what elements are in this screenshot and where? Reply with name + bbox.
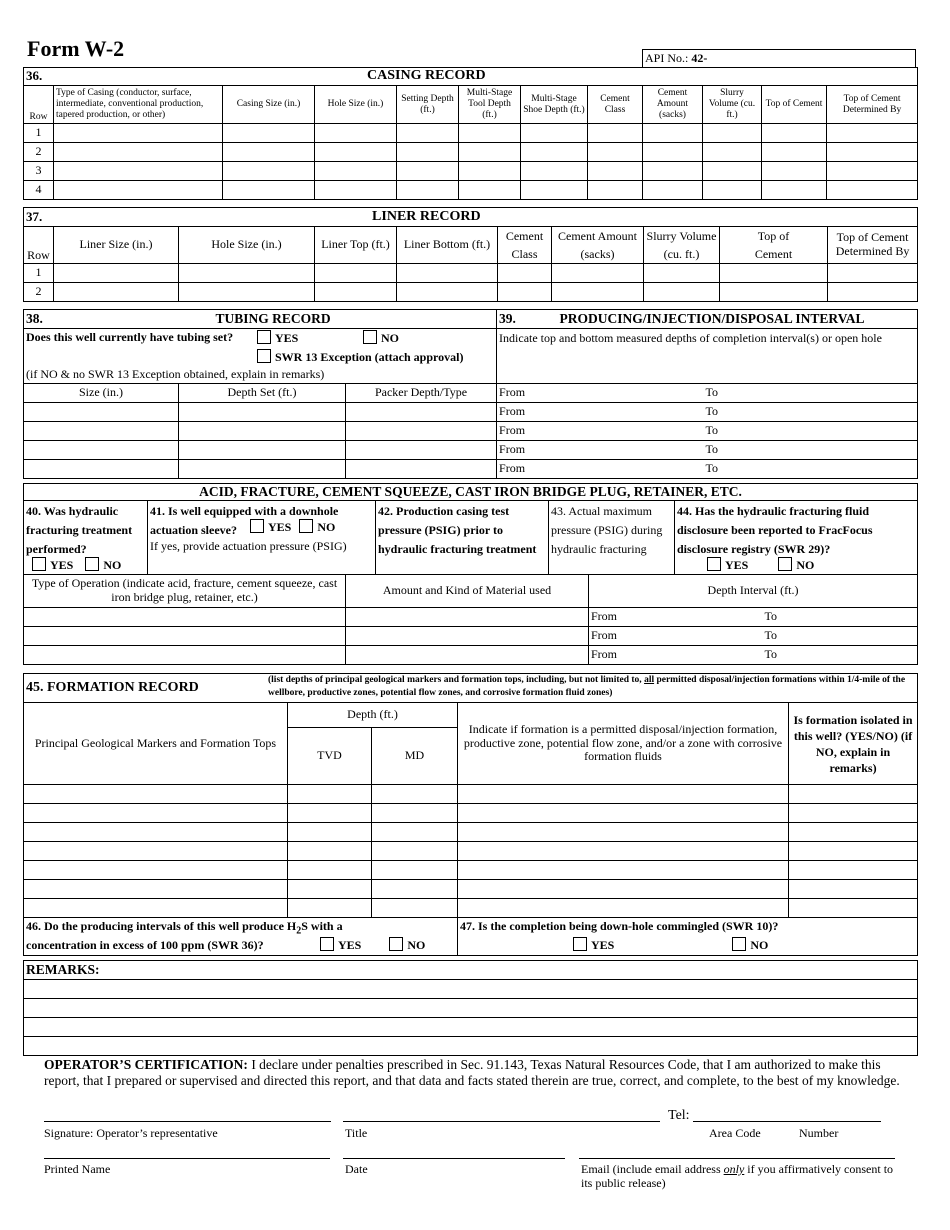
row-number: 3 (24, 162, 54, 181)
q44-no-checkbox[interactable] (778, 557, 792, 571)
liner-header-row (24, 227, 918, 264)
q40-yes-label: YES (50, 558, 74, 572)
api-value: 42- (691, 51, 708, 65)
liner-header-cement-amount: Cement Amount (sacks) (552, 227, 644, 264)
liner-header-slurry-volume: Slurry Volume (cu. ft.) (644, 227, 720, 264)
q47-yes-checkbox[interactable] (573, 937, 587, 951)
liner-header-liner-top: Liner Top (ft.) (315, 227, 397, 264)
formation-header-tvd: TVD (288, 728, 372, 785)
area-code-label: Area Code (709, 1126, 761, 1140)
swr13-exception-label: SWR 13 Exception (attach approval) (275, 350, 464, 364)
formation-header-indicate: Indicate if formation is a permitted disposal/injection formation, productive zone, potential flow zone, and/or a zone with corrosive formation fluids (458, 703, 789, 785)
q46-text-line1 (26, 920, 343, 937)
acid-row[interactable] (24, 627, 918, 646)
liner-section-number: 37. (24, 208, 54, 227)
tubing-header-row (24, 384, 918, 403)
interval-row[interactable] (497, 441, 918, 460)
from-label: From (499, 442, 526, 457)
q41-no-label: NO (317, 520, 336, 534)
tubing-row[interactable] (24, 422, 918, 441)
row-number: 1 (24, 124, 54, 143)
formation-row[interactable] (24, 861, 918, 880)
swr13-exception-checkbox[interactable] (257, 349, 271, 363)
tubing-row[interactable] (24, 460, 918, 479)
casing-header-determined-by: Top of Cement Determined By (827, 86, 918, 124)
q41-no-checkbox[interactable] (299, 519, 313, 533)
email-label-only: only (723, 1162, 745, 1176)
tubing-yes-label: YES (275, 331, 299, 345)
date-line[interactable] (343, 1158, 565, 1159)
operator-certification (44, 1057, 904, 1089)
casing-header-row (24, 86, 918, 124)
liner-header-top-cement: Top of Cement (720, 227, 828, 264)
formation-note-all: all (644, 675, 655, 685)
tubing-question: Does this well currently have tubing set? (26, 330, 234, 344)
casing-header-top-cement: Top of Cement (762, 86, 827, 124)
formation-header-md: MD (372, 728, 458, 785)
tubing-row[interactable] (24, 441, 918, 460)
casing-section-number: 36. (24, 68, 54, 86)
remarks-line[interactable] (24, 1018, 918, 1037)
liner-header-hole-size: Hole Size (in.) (179, 227, 315, 264)
casing-row[interactable] (24, 124, 918, 143)
to-label: To (764, 628, 777, 643)
email-label-b: if you affirmatively consent to its public release) (581, 1162, 894, 1190)
tubing-no-label: NO (381, 331, 399, 345)
casing-header-hole-size: Hole Size (in.) (315, 86, 397, 124)
casing-header-type: Type of Casing (conductor, surface, intermediate, conventional production, tapered production, or other) (54, 86, 223, 124)
interval-row[interactable] (497, 384, 918, 403)
casing-header-setting-depth: Setting Depth (ft.) (397, 86, 459, 124)
q46-yes-checkbox[interactable] (320, 937, 334, 951)
acid-row[interactable] (24, 608, 918, 627)
interval-section-title: PRODUCING/INJECTION/DISPOSAL INTERVAL (559, 311, 865, 327)
printed-name-line[interactable] (44, 1158, 330, 1159)
formation-header-depth: Depth (ft.) (288, 703, 458, 728)
casing-header-cement-class: Cement Class (588, 86, 643, 124)
q46-yes-label: YES (338, 938, 362, 952)
remarks-line[interactable] (24, 1037, 918, 1056)
liner-section-title: LINER RECORD (54, 208, 918, 227)
liner-header-liner-bottom: Liner Bottom (ft.) (397, 227, 498, 264)
formation-row[interactable] (24, 880, 918, 899)
title-line[interactable] (343, 1121, 660, 1122)
casing-record-table (23, 67, 918, 200)
tubing-header-size: Size (in.) (24, 384, 179, 403)
casing-section-title: CASING RECORD (54, 68, 918, 86)
tel-line[interactable] (693, 1121, 881, 1122)
number-label: Number (799, 1126, 839, 1140)
row-number: 1 (24, 264, 54, 283)
certification-heading: OPERATOR’S CERTIFICATION: (44, 1057, 248, 1072)
formation-row[interactable] (24, 823, 918, 842)
printed-name-label: Printed Name (44, 1162, 111, 1176)
interval-row[interactable] (497, 460, 918, 479)
q43-text[interactable]: 43. Actual maximum pressure (PSIG) during hydraulic fracturing (549, 501, 675, 575)
q46-no-label: NO (407, 938, 426, 952)
interval-row[interactable] (497, 422, 918, 441)
liner-header-cement-class: Cement Class (498, 227, 552, 264)
formation-note-b: permitted disposal/injection formations within 1/4-mile of the wellbore, productive zones, potential flow zones, and corrosive formation fluid zones) (268, 675, 906, 698)
tubing-section-header (24, 310, 497, 329)
q44-text: 44. Has the hydraulic fracturing fluid disclosure been reported to FracFocus disclosure registry (SWR 29)? (677, 504, 873, 556)
tubing-header-depth-set: Depth Set (ft.) (179, 384, 346, 403)
formation-row[interactable] (24, 842, 918, 861)
q47-no-label: NO (750, 938, 769, 952)
email-label (581, 1162, 899, 1190)
q46-no-checkbox[interactable] (389, 937, 403, 951)
acid-fracture-table (23, 483, 918, 665)
q44-yes-checkbox[interactable] (707, 557, 721, 571)
form-title: Form W-2 (27, 36, 125, 61)
tubing-section-number: 38. (26, 311, 43, 327)
q47-yes-label: YES (591, 938, 615, 952)
tubing-yes-checkbox[interactable] (257, 330, 271, 344)
certification-text: I declare under penalties prescribed in Sec. 91.143, Texas Natural Resources Code, that I am authorized to make this report, that I prepared or supervised and directed this report, and that data and facts stated therein are true, correct, and complete, to the best of my knowledge. (44, 1057, 900, 1088)
to-label: To (705, 461, 718, 476)
tubing-section-title: TUBING RECORD (215, 311, 331, 327)
remarks-table (23, 960, 918, 1056)
liner-row[interactable] (24, 283, 918, 302)
api-label: API No.: (645, 51, 689, 65)
casing-header-casing-size: Casing Size (in.) (223, 86, 315, 124)
interval-row[interactable] (497, 403, 918, 422)
q47-text: 47. Is the completion being down-hole commingled (SWR 10)? (460, 919, 779, 933)
formation-header-markers: Principal Geological Markers and Formation Tops (24, 703, 288, 785)
q46-text-sub: 2 (296, 925, 302, 937)
liner-header-row-col: Row (24, 227, 54, 264)
q47-no-checkbox[interactable] (732, 937, 746, 951)
formation-header-isolated: Is formation isolated in this well? (YES/NO) (if NO, explain in remarks) (789, 703, 918, 785)
tubing-interval-table (23, 309, 918, 479)
q46-text-line2: concentration in excess of 100 ppm (SWR 36)? (26, 938, 264, 952)
q41-text: 41. Is well equipped with a downhole actuation sleeve? (150, 504, 339, 537)
tel-label: Tel: (668, 1108, 690, 1123)
liner-header-determined-by: Top of Cement Determined By (828, 227, 918, 264)
from-label: From (591, 628, 618, 643)
from-label: From (499, 404, 526, 419)
casing-row[interactable] (24, 181, 918, 200)
formation-note-a: (list depths of principal geological markers and formation tops, including, but not limited to, (268, 675, 645, 685)
row-number: 2 (24, 143, 54, 162)
formation-title: 45. FORMATION RECORD (26, 680, 199, 695)
to-label: To (764, 609, 777, 624)
from-label: From (591, 609, 618, 624)
acid-row[interactable] (24, 646, 918, 665)
casing-header-shoe-depth: Multi-Stage Shoe Depth (ft.) (521, 86, 588, 124)
formation-row[interactable] (24, 804, 918, 823)
from-label: From (499, 385, 526, 400)
from-label: From (591, 647, 618, 662)
liner-row[interactable] (24, 264, 918, 283)
q40-no-checkbox[interactable] (85, 557, 99, 571)
remarks-label: REMARKS: (24, 961, 918, 980)
remarks-line[interactable] (24, 980, 918, 999)
q40-text: 40. Was hydraulic fracturing treatment performed? (26, 504, 133, 556)
acid-section-title: ACID, FRACTURE, CEMENT SQUEEZE, CAST IRON BRIDGE PLUG, RETAINER, ETC. (24, 484, 918, 501)
liner-record-table (23, 207, 918, 302)
acid-header-depth: Depth Interval (ft.) (589, 575, 918, 608)
to-label: To (705, 442, 718, 457)
to-label: To (705, 404, 718, 419)
to-label: To (764, 647, 777, 662)
q42-text[interactable]: 42. Production casing test pressure (PSIG) prior to hydraulic fracturing treatment (376, 501, 549, 575)
formation-record-table (23, 673, 918, 956)
q41-yes-checkbox[interactable] (250, 519, 264, 533)
q41-subtext: If yes, provide actuation pressure (PSIG) (150, 539, 347, 553)
to-label: To (705, 385, 718, 400)
interval-section-header (497, 310, 918, 329)
acid-header-row (24, 575, 918, 608)
interval-instruction: Indicate top and bottom measured depths of completion interval(s) or open hole (497, 329, 918, 384)
api-number-box[interactable] (642, 49, 916, 67)
liner-header-liner-size: Liner Size (in.) (54, 227, 179, 264)
email-line[interactable] (579, 1158, 895, 1159)
q44-yes-label: YES (725, 558, 749, 572)
casing-header-cement-amount: Cement Amount (sacks) (643, 86, 703, 124)
tubing-note: (if NO & no SWR 13 Exception obtained, explain in remarks) (26, 367, 325, 381)
row-number: 4 (24, 181, 54, 200)
q46-text-a: 46. Do the producing intervals of this well produce H (26, 919, 297, 933)
tubing-row[interactable] (24, 403, 918, 422)
remarks-line[interactable] (24, 999, 918, 1018)
formation-row[interactable] (24, 785, 918, 804)
q40-no-label: NO (103, 558, 122, 572)
to-label: To (705, 423, 718, 438)
casing-row[interactable] (24, 143, 918, 162)
casing-header-row-col: Row (24, 86, 54, 124)
q40-cell (24, 501, 148, 575)
casing-header-tool-depth: Multi-Stage Tool Depth (ft.) (459, 86, 521, 124)
tubing-no-checkbox[interactable] (363, 330, 377, 344)
row-number: 2 (24, 283, 54, 302)
signature-line[interactable] (44, 1121, 331, 1122)
formation-note (268, 674, 908, 700)
formation-row[interactable] (24, 899, 918, 918)
q41-cell (148, 501, 376, 575)
casing-row[interactable] (24, 162, 918, 181)
acid-header-operation: Type of Operation (indicate acid, fracture, cement squeeze, cast iron bridge plug, retainer, etc.) (24, 575, 346, 608)
q46-cell (24, 918, 458, 956)
title-label: Title (345, 1126, 368, 1140)
q40-yes-checkbox[interactable] (32, 557, 46, 571)
tubing-question-cell (24, 329, 497, 384)
casing-header-slurry-volume: Slurry Volume (cu. ft.) (703, 86, 762, 124)
tubing-header-packer: Packer Depth/Type (346, 384, 497, 403)
interval-section-number: 39. (499, 311, 516, 327)
q47-cell (458, 918, 918, 956)
q44-cell (675, 501, 918, 575)
acid-header-amount: Amount and Kind of Material used (346, 575, 589, 608)
from-label: From (499, 423, 526, 438)
signature-label: Signature: Operator’s representative (44, 1126, 218, 1140)
q41-yes-label: YES (268, 520, 292, 534)
q44-no-label: NO (796, 558, 815, 572)
email-label-a: Email (include email address (581, 1162, 724, 1176)
from-label: From (499, 461, 526, 476)
formation-header (24, 674, 918, 703)
date-label: Date (345, 1162, 368, 1176)
q46-text-b: S with a (301, 919, 343, 933)
